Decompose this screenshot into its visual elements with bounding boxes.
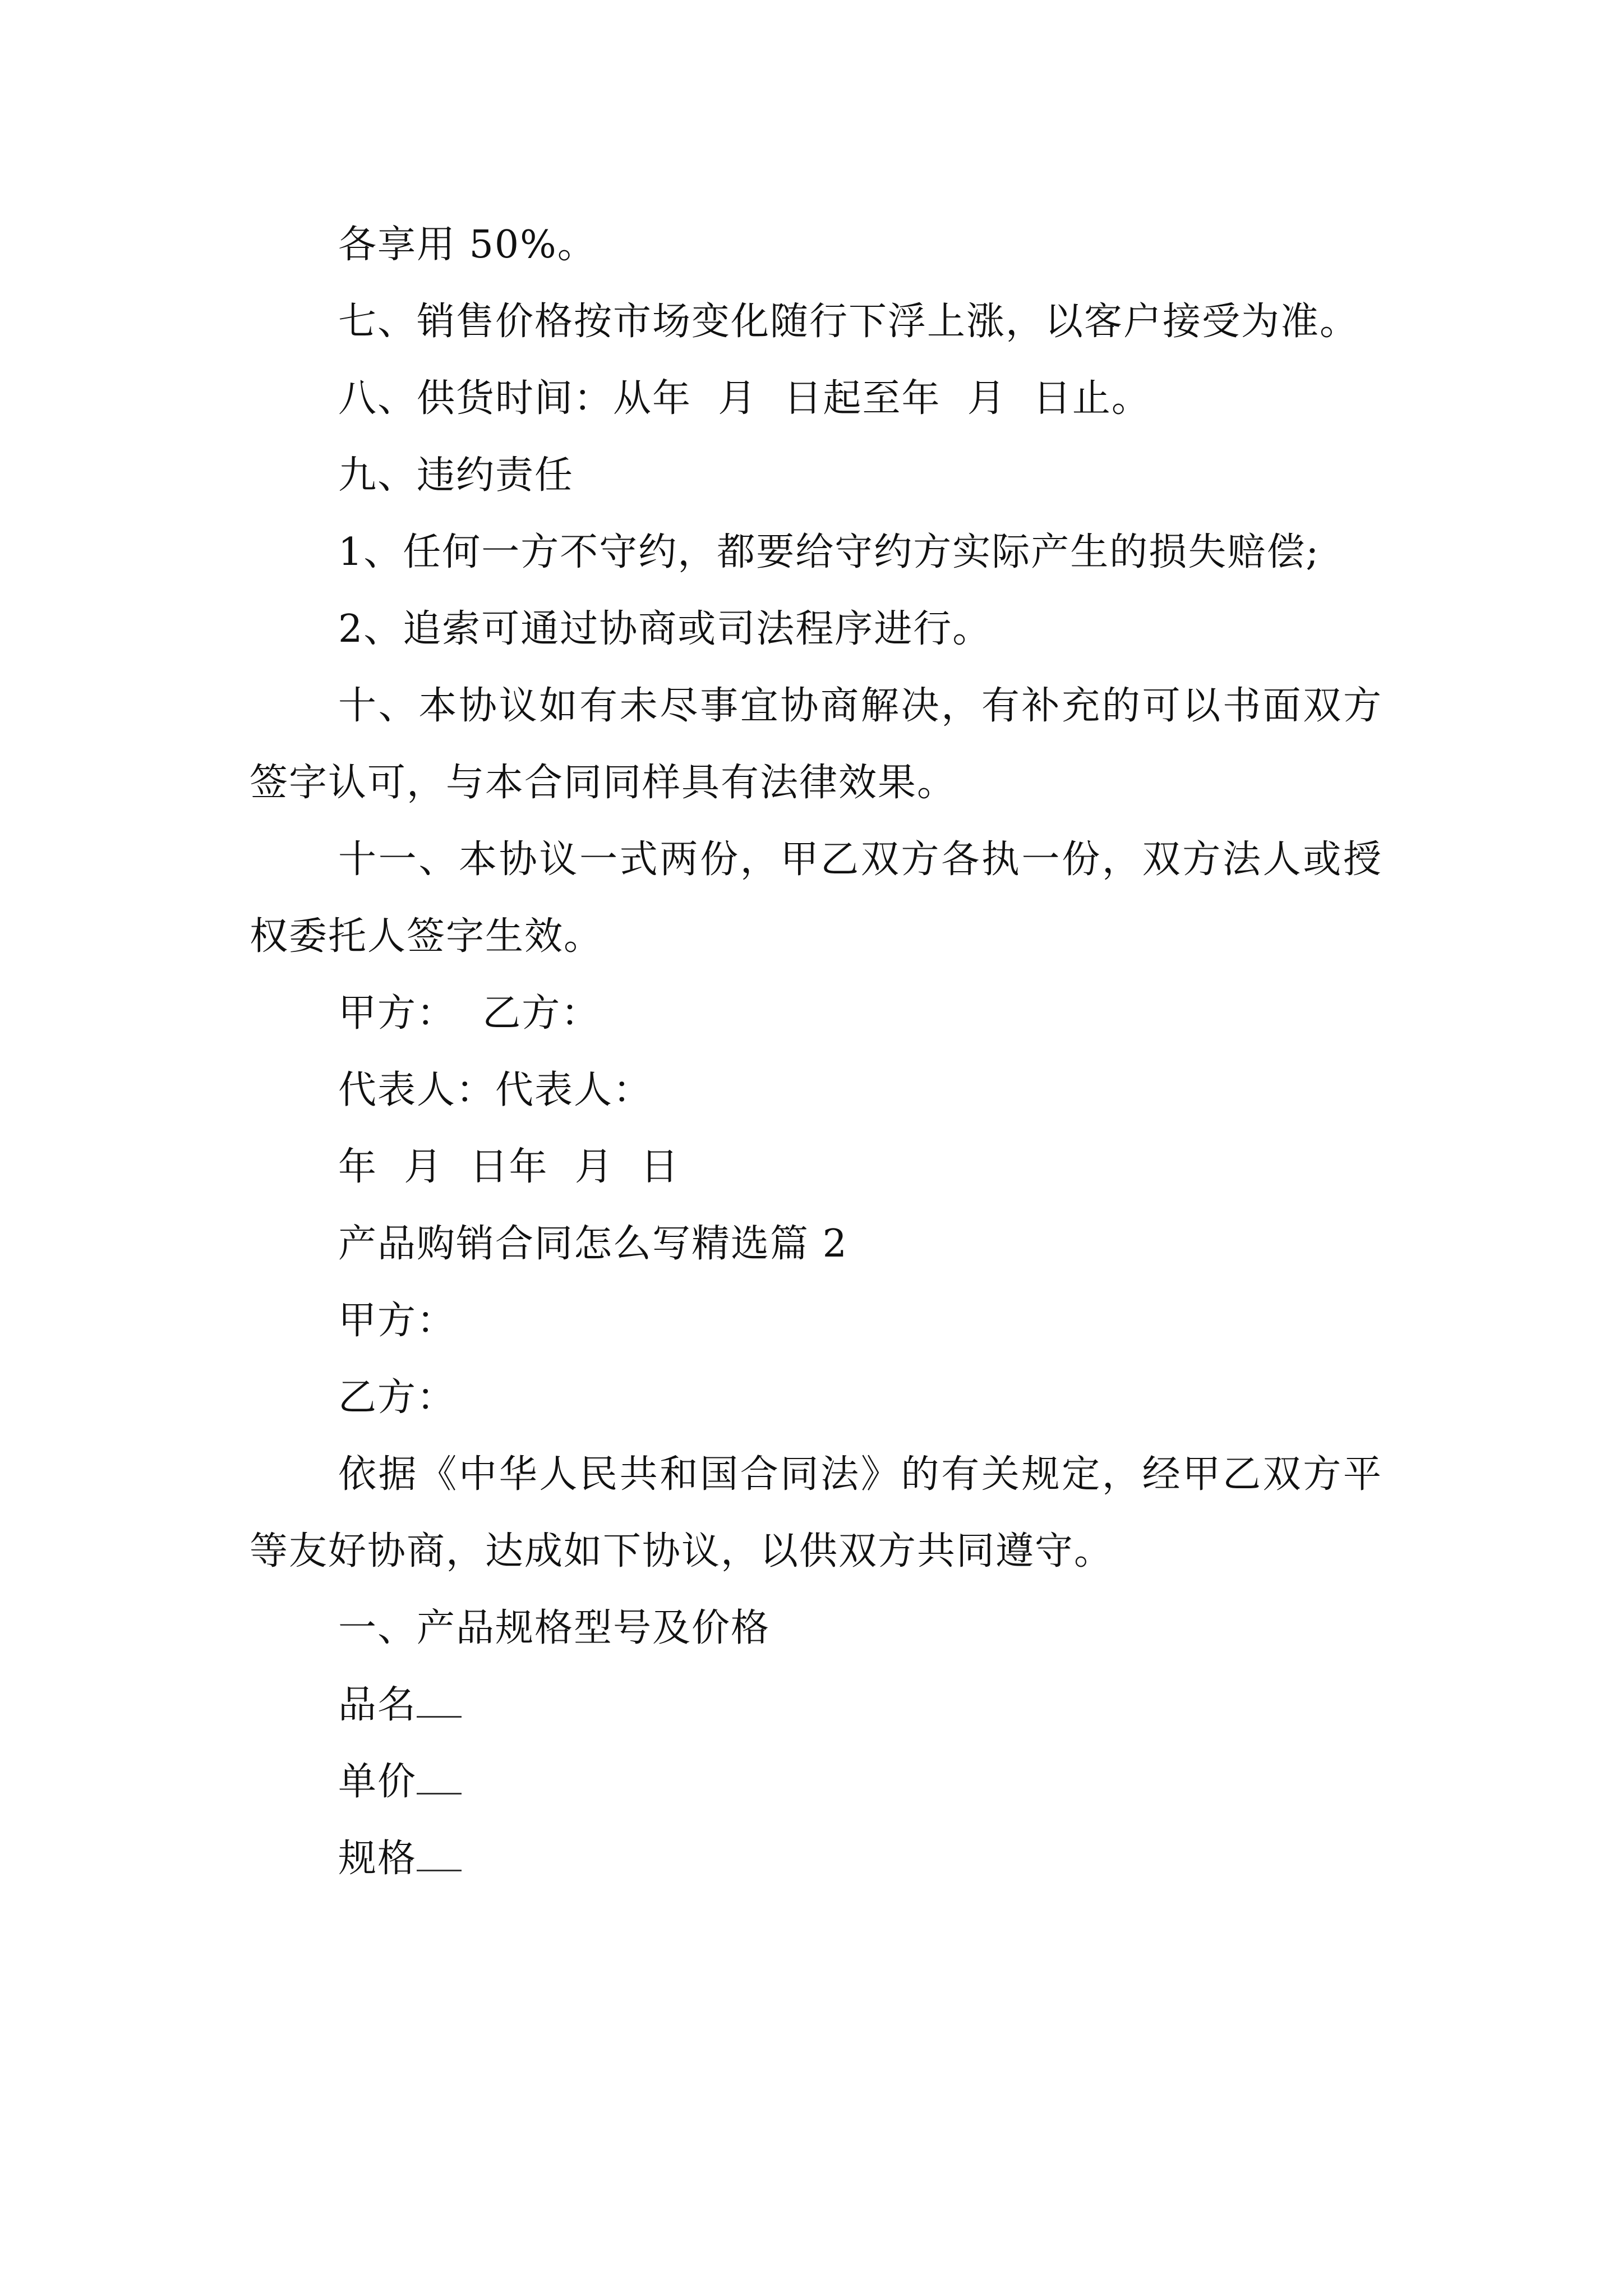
paragraph: 十一、本协议一式两份，甲乙双方各执一份，双方法人或授权委托人签字生效。 <box>250 838 1382 959</box>
paragraph: 七、销售价格按市场变化随行下浮上涨，以客户接受为准。 <box>338 300 1359 344</box>
field-unit-price <box>250 1743 1382 1820</box>
party-b-line: 乙方： <box>338 1375 457 1420</box>
signature-representatives-line: 代表人：代表人： <box>338 1068 653 1112</box>
paragraph: 十、本协议如有未尽事宜协商解决，有补充的可以书面双方签字认可，与本合同同样具有法律效果。 <box>250 684 1382 805</box>
field-specification <box>250 1820 1382 1897</box>
party-a-line: 甲方： <box>338 1299 457 1343</box>
blank-underline <box>417 1694 462 1718</box>
paragraph: 2、追索可通过协商或司法程序进行。 <box>338 607 992 651</box>
blank-underline <box>417 1770 462 1795</box>
section-heading: 产品购销合同怎么写精选篇 2 <box>338 1222 848 1266</box>
paragraph: 1、任何一方不守约，都要给守约方实际产生的损失赔偿; <box>338 530 1320 574</box>
field-label: 规格 <box>338 1837 417 1881</box>
field-label: 品名 <box>338 1683 417 1727</box>
clause-heading: 一、产品规格型号及价格 <box>338 1606 771 1650</box>
paragraph: 八、供货时间：从年 月 日起至年 月 日止。 <box>338 376 1151 421</box>
paragraph: 依据《中华人民共和国合同法》的有关规定，经甲乙双方平等友好协商，达成如下协议，以供双方共同遵守。 <box>250 1452 1382 1573</box>
blank-underline <box>417 1847 462 1871</box>
document-body <box>250 206 1382 1897</box>
paragraph: 各享用 50%。 <box>338 223 597 267</box>
signature-date-line: 年 月 日年 月 日 <box>338 1145 680 1189</box>
signature-parties-line: 甲方： 乙方： <box>338 991 601 1036</box>
field-product-name <box>250 1667 1382 1743</box>
field-label: 单价 <box>338 1760 417 1804</box>
paragraph: 九、违约责任 <box>338 453 574 498</box>
